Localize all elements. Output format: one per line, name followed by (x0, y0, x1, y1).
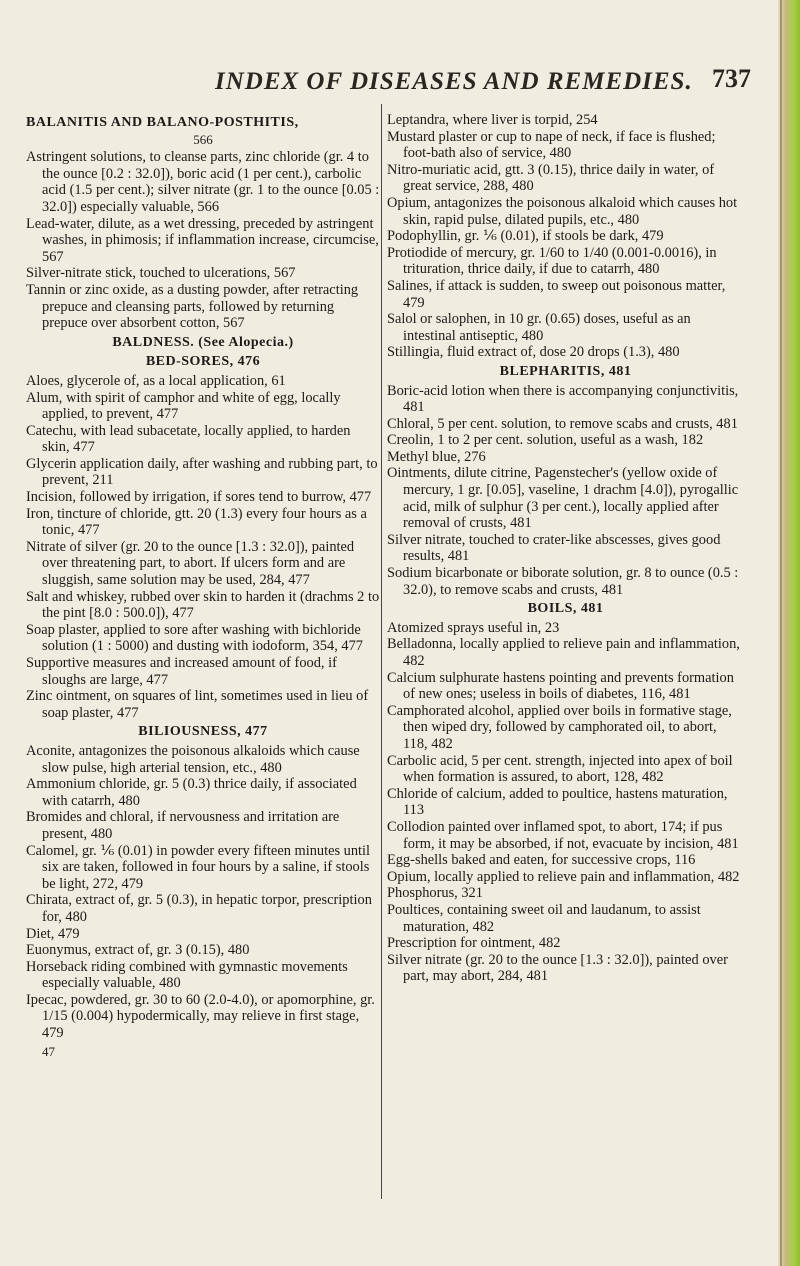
right-column (387, 112, 744, 985)
index-entry: Camphorated alcohol, applied over boils in formative stage, then wiped dry, followed by camphorated oil, to abort, 118, 482 (387, 702, 732, 752)
index-entry: Salt and whiskey, rubbed over skin to harden it (drachms 2 to the pint [8.0 : 500.0]), 477 (26, 588, 380, 622)
index-entry: Podophyllin, gr. ⅙ (0.01), if stools be dark, 479 (387, 228, 664, 245)
section-heading-boils: BOILS, 481 (527, 601, 604, 617)
index-entry: Calomel, gr. ⅙ (0.01) in powder every fifteen minutes until six are taken, followed in four hours by a saline, if stools be light, 272, 479 (26, 842, 371, 892)
left-column (26, 112, 380, 1060)
index-entry: Silver nitrate (gr. 20 to the ounce [1.3 : 32.0]), painted over part, may abort, 284, 481 (387, 951, 728, 985)
index-entry: Opium, antagonizes the poisonous alkaloid which causes hot skin, rapid pulse, dilated pupils, etc., 480 (387, 194, 738, 228)
index-entry: Boric-acid lotion when there is accompanying conjunctivitis, 481 (387, 382, 739, 416)
index-entry: Chirata, extract of, gr. 5 (0.3), in hepatic torpor, prescription for, 480 (26, 892, 372, 925)
signature-mark: 47 (42, 1043, 55, 1059)
index-entry: Catechu, with lead subacetate, locally applied, to harden skin, 477 (26, 422, 351, 456)
index-entry: Zinc ointment, on squares of lint, sometimes used in lieu of soap plaster, 477 (26, 688, 369, 721)
section-heading-baldness: BALDNESS. (See Alopecia.) (112, 334, 294, 350)
index-entry: Egg-shells baked and eaten, for successive crops, 116 (387, 852, 696, 869)
section-heading-biliousness: BILIOUSNESS, 477 (138, 724, 268, 740)
index-entry: Supportive measures and increased amount of food, if sloughs are large, 477 (26, 655, 337, 688)
index-entry: Belladonna, locally applied to relieve pain and inflammation, 482 (387, 636, 740, 669)
index-entry: Ammonium chloride, gr. 5 (0.3) thrice daily, if associated with catarrh, 480 (26, 776, 357, 809)
index-entry: Opium, locally applied to relieve pain and inflammation, 482 (387, 868, 740, 885)
index-entry: Salines, if attack is sudden, to sweep out poisonous matter, 479 (387, 277, 726, 311)
index-entry: Ipecac, powdered, gr. 30 to 60 (2.0-4.0), or apomorphine, gr. 1/15 (0.004) hypodermically, may relieve in first stage, 479 (26, 991, 375, 1042)
index-entry: Collodion painted over inflamed spot, to abort, 174; if pus form, it may be absorbed, if not, evacuate by incision, 481 (387, 818, 739, 852)
index-entry: Salol or salophen, in 10 gr. (0.65) doses, useful as an intestinal antiseptic, 480 (387, 311, 691, 344)
index-entry: Sodium bicarbonate or biborate solution, gr. 8 to ounce (0.5 : 32.0), to remove scabs and crusts, 481 (387, 565, 739, 598)
index-entry: Aconite, antagonizes the poisonous alkaloids which cause slow pulse, high arterial tension, etc., 480 (26, 742, 360, 776)
index-entry: Glycerin application daily, after washing and rubbing part, to prevent, 211 (26, 455, 378, 489)
index-entry: Astringent solutions, to cleanse parts, zinc chloride (gr. 4 to the ounce [0.2 : 32.0]), boric acid (1 per cent.), carbolic acid (1.5 per cent.); silver nitrate (gr. 1 to the ounce [0.05 : 32.0]) especially valuable, 566 (26, 149, 380, 215)
index-entry: Aloes, glycerole of, as a local application, 61 (26, 372, 286, 389)
index-entry: Silver-nitrate stick, touched to ulcerations, 567 (26, 265, 296, 282)
index-entry: Incision, followed by irrigation, if sores tend to burrow, 477 (26, 489, 372, 506)
index-entry: Tannin or zinc oxide, as a dusting powder, after retracting prepuce and cleansing parts, followed by returning prepuce over absorbent cotton, 567 (26, 281, 359, 332)
index-entry: Soap plaster, applied to sore after washing with bichloride solution (1 : 5000) and dusting with iodoform, 354, 477 (26, 621, 363, 655)
index-entry: Calcium sulphurate hastens pointing and prevents formation of new ones; useless in boils of diabetes, 116, 481 (387, 669, 734, 703)
section-heading-bedsores: BED-SORES, 476 (145, 354, 261, 370)
index-entry: Bromides and chloral, if nervousness and irritation are present, 480 (26, 809, 340, 842)
index-entry: Poultices, containing sweet oil and laudanum, to assist maturation, 482 (387, 901, 701, 935)
index-entry: Horseback riding combined with gymnastic movements especially valuable, 480 (26, 958, 348, 992)
page-edge-shadow (780, 0, 782, 1266)
index-entry: Silver nitrate, touched to crater-like abscesses, gives good results, 481 (387, 531, 721, 565)
page-number: 737 (712, 64, 751, 93)
index-entry: Prescription for ointment, 482 (387, 935, 561, 952)
index-entry: Diet, 479 (26, 925, 80, 942)
index-entry: Ointments, dilute citrine, Pagenstecher's (yellow oxide of mercury, 1 gr. [0.05], vaseline, 1 drachm [4.0]), pyrogallic acid, milk of sulphur (3 per cent.), locally applied after removal of crusts, 481 (387, 465, 739, 532)
section-heading-balanitis: BALANITIS AND BALANO-POSTHITIS, (26, 115, 299, 130)
running-header: INDEX OF DISEASES AND REMEDIES. (215, 68, 693, 95)
index-entry: Alum, with spirit of camphor and white of egg, locally applied, to prevent, 477 (26, 389, 341, 423)
index-entry: Euonymus, extract of, gr. 3 (0.15), 480 (26, 942, 250, 959)
index-entry: Protiodide of mercury, gr. 1/60 to 1/40 (0.001-0.0016), in trituration, thrice daily, if due to catarrh, 480 (387, 244, 717, 278)
index-entry: Methyl blue, 276 (387, 448, 486, 465)
index-entry: Carbolic acid, 5 per cent. strength, injected into apex of boil when formation is assured, to abort, 128, 482 (387, 752, 733, 786)
index-entry: Leptandra, where liver is torpid, 254 (387, 112, 598, 128)
section-subheading-balanitis: 566 (193, 131, 213, 147)
index-entry: Mustard plaster or cup to nape of neck, if face is flushed; foot-bath also of service, 480 (387, 128, 716, 162)
index-entry: Phosphorus, 321 (387, 885, 483, 902)
index-entry: Nitro-muriatic acid, gtt. 3 (0.15), thrice daily in water, of great service, 288, 480 (387, 161, 715, 195)
index-entry: Chloride of calcium, added to poultice, hastens maturation, 113 (387, 785, 728, 819)
index-entry: Lead-water, dilute, as a wet dressing, preceded by astringent washes, in phimosis; if inflammation increase, circumcise, 567 (26, 215, 379, 265)
index-entry: Atomized sprays useful in, 23 (387, 619, 560, 636)
index-entry: Nitrate of silver (gr. 20 to the ounce [1.3 : 32.0]), painted over threatening part, to abort. If ulcers form and are sluggish, same solution may be used, 284, 477 (26, 538, 355, 589)
index-entry: Stillingia, fluid extract of, dose 20 drops (1.3), 480 (387, 344, 680, 361)
section-heading-blepharitis: BLEPHARITIS, 481 (499, 363, 632, 379)
index-entry: Iron, tincture of chloride, gtt. 20 (1.3) every four hours as a tonic, 477 (26, 505, 367, 539)
index-entry: Creolin, 1 to 2 per cent. solution, useful as a wash, 182 (387, 432, 704, 449)
index-entry: Chloral, 5 per cent. solution, to remove scabs and crusts, 481 (387, 415, 738, 432)
column-divider (381, 104, 382, 1199)
